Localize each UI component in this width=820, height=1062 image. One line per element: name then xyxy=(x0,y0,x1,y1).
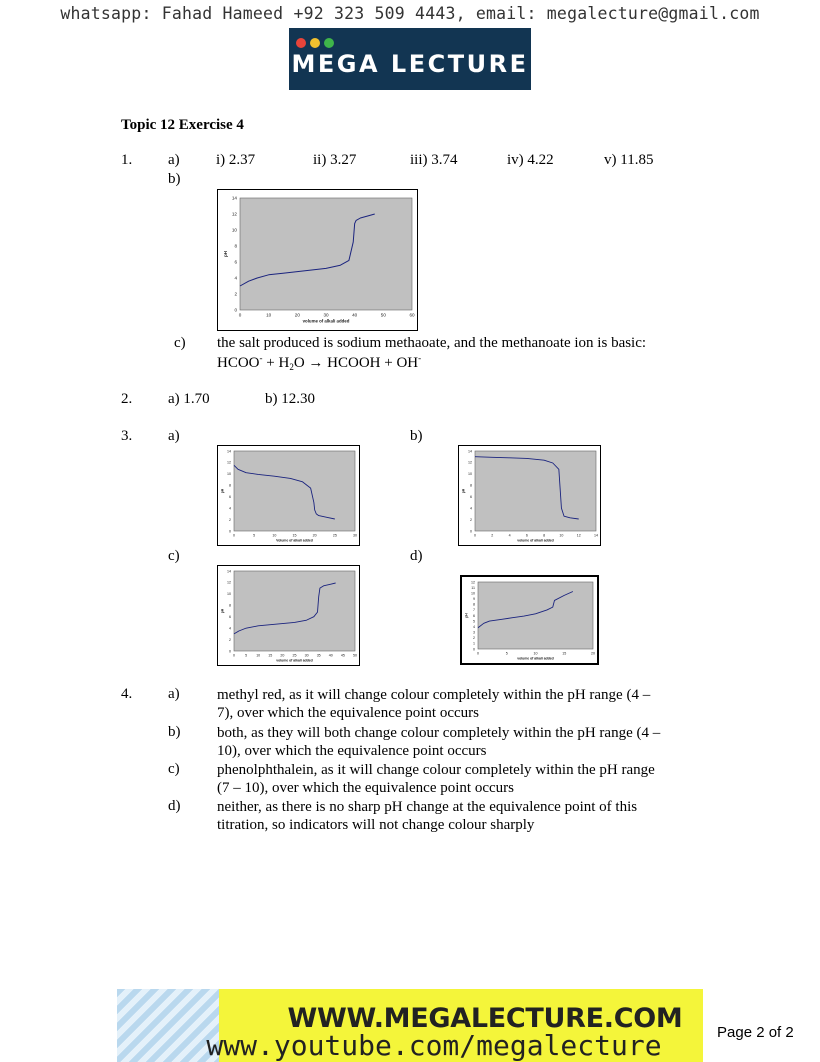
q4-d-text xyxy=(217,798,697,834)
q4-a-label: a) xyxy=(168,686,180,702)
chart-svg xyxy=(459,446,600,545)
mega-lecture-logo xyxy=(289,28,531,90)
y-tick-label: 10 xyxy=(231,227,237,233)
y-tick-label: 14 xyxy=(231,195,237,201)
y-tick-label: 8 xyxy=(234,243,237,249)
chart-svg xyxy=(218,446,359,545)
eq-plus-h: + H xyxy=(262,355,290,371)
q1-answer-iv: iv) 4.22 xyxy=(507,152,554,168)
plot-area xyxy=(240,198,412,310)
x-axis-label: volume of alkali added xyxy=(517,656,554,661)
q3-c-label: c) xyxy=(168,548,180,564)
plot-area xyxy=(234,451,355,531)
y-tick-label: 4 xyxy=(229,506,231,511)
footer-banner xyxy=(117,989,703,1062)
eq-rhs: HCOOH + OH xyxy=(323,355,419,371)
y-tick-label: 10 xyxy=(468,472,472,477)
y-tick-label: 8 xyxy=(470,483,472,488)
x-axis-label: volume of alkali added xyxy=(302,318,350,324)
x-tick-label: 2 xyxy=(491,533,494,538)
eq-arrow: → xyxy=(308,355,324,371)
x-tick-label: 35 xyxy=(316,653,321,658)
y-tick-label: 10 xyxy=(227,592,231,597)
x-tick-label: 14 xyxy=(594,533,598,538)
x-tick-label: 15 xyxy=(562,651,567,656)
q1-answer-ii: ii) 3.27 xyxy=(313,152,357,168)
q3d-chart xyxy=(460,575,599,665)
y-tick-label: 14 xyxy=(227,449,231,454)
y-tick-label: 0 xyxy=(229,529,231,534)
page-title: Topic 12 Exercise 4 xyxy=(121,117,244,133)
y-tick-label: 8 xyxy=(473,602,475,607)
x-tick-label: 12 xyxy=(576,533,581,538)
y-tick-label: 7 xyxy=(473,608,475,613)
y-tick-label: 0 xyxy=(473,647,475,652)
y-tick-label: 6 xyxy=(229,614,231,619)
y-tick-label: 0 xyxy=(234,307,237,313)
x-tick-label: 0 xyxy=(474,533,476,538)
x-tick-label: 60 xyxy=(409,312,415,318)
q3-a-label: a) xyxy=(168,428,180,444)
page-number: Page 2 of 2 xyxy=(717,1024,794,1041)
q4-d-line-2: titration, so indicators will not change colour sharply xyxy=(217,817,535,833)
y-tick-label: 4 xyxy=(473,624,475,629)
eq-o: O xyxy=(293,355,309,371)
q3-number: 3. xyxy=(121,428,133,444)
y-tick-label: 3 xyxy=(473,630,475,635)
q4-d-label: d) xyxy=(168,798,181,814)
q2-answer-b: b) 12.30 xyxy=(265,391,315,407)
q2-number: 2. xyxy=(121,391,133,407)
logo-dot-red xyxy=(296,38,306,48)
x-tick-label: 6 xyxy=(525,533,528,538)
q4-a-line-2: 7), over which the equivalence point occurs xyxy=(217,705,479,721)
q1-answer-v: v) 11.85 xyxy=(604,152,654,168)
q3b-chart xyxy=(458,445,601,546)
x-tick-label: 50 xyxy=(353,653,357,658)
q4-a-line-1: methyl red, as it will change colour completely within the pH range (4 – xyxy=(217,687,651,703)
q1-answer-iii: iii) 3.74 xyxy=(410,152,458,168)
q4-b-line-2: 10), over which the equivalence point occurs xyxy=(217,743,487,759)
y-tick-label: 1 xyxy=(473,641,475,646)
x-tick-label: 0 xyxy=(233,533,235,538)
q1-a-label: a) xyxy=(168,152,180,168)
y-tick-label: 8 xyxy=(229,603,231,608)
q1-c-text: the salt produced is sodium methaoate, and the methanoate ion is basic: xyxy=(217,335,647,351)
y-tick-label: 12 xyxy=(231,211,237,217)
logo-text: MEGA LECTURE xyxy=(291,50,529,78)
q3-b-label: b) xyxy=(410,428,423,444)
x-tick-label: 5 xyxy=(253,533,256,538)
x-tick-label: 30 xyxy=(323,312,329,318)
logo-dot-green xyxy=(324,38,334,48)
q4-b-text xyxy=(217,724,697,760)
y-axis-label: pH xyxy=(461,488,466,494)
footer-website: WWW.MEGALECTURE.COM xyxy=(287,1003,683,1034)
plot-area xyxy=(234,571,355,651)
q3a-chart xyxy=(217,445,360,546)
y-tick-label: 5 xyxy=(473,619,475,624)
x-tick-label: 20 xyxy=(280,653,285,658)
y-tick-label: 2 xyxy=(229,517,231,522)
y-tick-label: 14 xyxy=(227,569,231,574)
x-tick-label: 15 xyxy=(292,533,297,538)
eq-sub-2: 2 xyxy=(289,362,294,372)
x-axis-label: Volume of alkali added xyxy=(276,538,313,543)
y-axis-label: pH xyxy=(464,613,469,618)
y-tick-label: 11 xyxy=(471,585,475,590)
y-tick-label: 2 xyxy=(470,517,472,522)
q4-c-label: c) xyxy=(168,761,180,777)
y-axis-label: pH xyxy=(220,488,225,494)
y-tick-label: 6 xyxy=(234,259,237,265)
q1-c-label: c) xyxy=(174,335,186,351)
y-tick-label: 4 xyxy=(470,506,472,511)
q4-d-line-1: neither, as there is no sharp pH change at the equivalence point of this xyxy=(217,799,638,815)
eq-charge-1: - xyxy=(259,353,263,363)
y-tick-label: 4 xyxy=(229,626,231,631)
q2-answer-a: a) 1.70 xyxy=(168,391,210,407)
y-tick-label: 6 xyxy=(229,494,231,499)
footer-youtube: www.youtube.com/megalecture xyxy=(206,1029,662,1062)
q4-b-line-1: both, as they will both change colour completely within the pH range (4 – xyxy=(217,725,661,741)
y-axis-label: pH xyxy=(223,251,229,257)
x-tick-label: 10 xyxy=(272,533,277,538)
x-tick-label: 40 xyxy=(352,312,358,318)
q1-number: 1. xyxy=(121,152,133,168)
x-axis-label: volume of alkali added xyxy=(276,658,313,663)
x-tick-label: 0 xyxy=(238,312,242,318)
x-tick-label: 20 xyxy=(591,651,595,656)
y-tick-label: 12 xyxy=(227,580,231,585)
x-axis-label: volume of alkali added xyxy=(517,538,554,543)
x-tick-label: 50 xyxy=(380,312,386,318)
x-tick-label: 4 xyxy=(508,533,511,538)
x-tick-label: 45 xyxy=(340,653,345,658)
x-tick-label: 0 xyxy=(233,653,235,658)
x-tick-label: 25 xyxy=(292,653,297,658)
y-tick-label: 2 xyxy=(234,291,237,297)
q4-c-line-2: (7 – 10), over which the equivalence point occurs xyxy=(217,780,514,796)
x-tick-label: 15 xyxy=(268,653,273,658)
y-tick-label: 8 xyxy=(229,483,231,488)
logo-dot-yellow xyxy=(310,38,320,48)
y-tick-label: 0 xyxy=(229,649,231,654)
q4-c-text xyxy=(217,761,697,797)
q4-b-label: b) xyxy=(168,724,181,740)
x-tick-label: 30 xyxy=(353,533,357,538)
chart-svg xyxy=(462,577,597,663)
x-tick-label: 0 xyxy=(477,651,479,656)
header-contact: whatsapp: Fahad Hameed +92 323 509 4443, email: megalecture@gmail.com xyxy=(60,4,760,23)
x-tick-label: 8 xyxy=(543,533,546,538)
y-tick-label: 6 xyxy=(470,494,472,499)
x-tick-label: 5 xyxy=(245,653,248,658)
x-tick-label: 25 xyxy=(332,533,337,538)
q1b-chart xyxy=(217,189,418,331)
plot-area xyxy=(478,582,593,649)
y-axis-label: pH xyxy=(220,608,225,614)
y-tick-label: 2 xyxy=(473,636,475,641)
q1-c-equation xyxy=(217,353,421,372)
chart-svg xyxy=(218,190,417,330)
y-tick-label: 10 xyxy=(227,472,231,477)
y-tick-label: 10 xyxy=(471,591,475,596)
x-tick-label: 10 xyxy=(266,312,272,318)
y-tick-label: 12 xyxy=(471,580,475,585)
eq-hcoo: HCOO xyxy=(217,355,260,371)
y-tick-label: 6 xyxy=(473,613,475,618)
y-tick-label: 4 xyxy=(234,275,237,281)
x-tick-label: 10 xyxy=(256,653,261,658)
chart-svg xyxy=(218,566,359,665)
x-tick-label: 10 xyxy=(533,651,538,656)
y-tick-label: 9 xyxy=(473,597,475,602)
y-tick-label: 12 xyxy=(227,460,231,465)
q4-number: 4. xyxy=(121,686,133,702)
y-tick-label: 12 xyxy=(468,460,472,465)
x-tick-label: 20 xyxy=(312,533,317,538)
q4-a-text xyxy=(217,686,697,722)
y-tick-label: 0 xyxy=(470,529,472,534)
q1-answer-i: i) 2.37 xyxy=(216,152,256,168)
y-tick-label: 14 xyxy=(468,449,472,454)
q4-c-line-1: phenolphthalein, as it will change colour completely within the pH range xyxy=(217,762,655,778)
x-tick-label: 5 xyxy=(505,651,508,656)
eq-charge-2: - xyxy=(418,353,422,363)
q1-b-label: b) xyxy=(168,171,181,187)
q3c-chart xyxy=(217,565,360,666)
x-tick-label: 40 xyxy=(328,653,333,658)
y-tick-label: 2 xyxy=(229,637,231,642)
x-tick-label: 10 xyxy=(559,533,564,538)
x-tick-label: 20 xyxy=(294,312,300,318)
q3-d-label: d) xyxy=(410,548,423,564)
x-tick-label: 30 xyxy=(304,653,309,658)
